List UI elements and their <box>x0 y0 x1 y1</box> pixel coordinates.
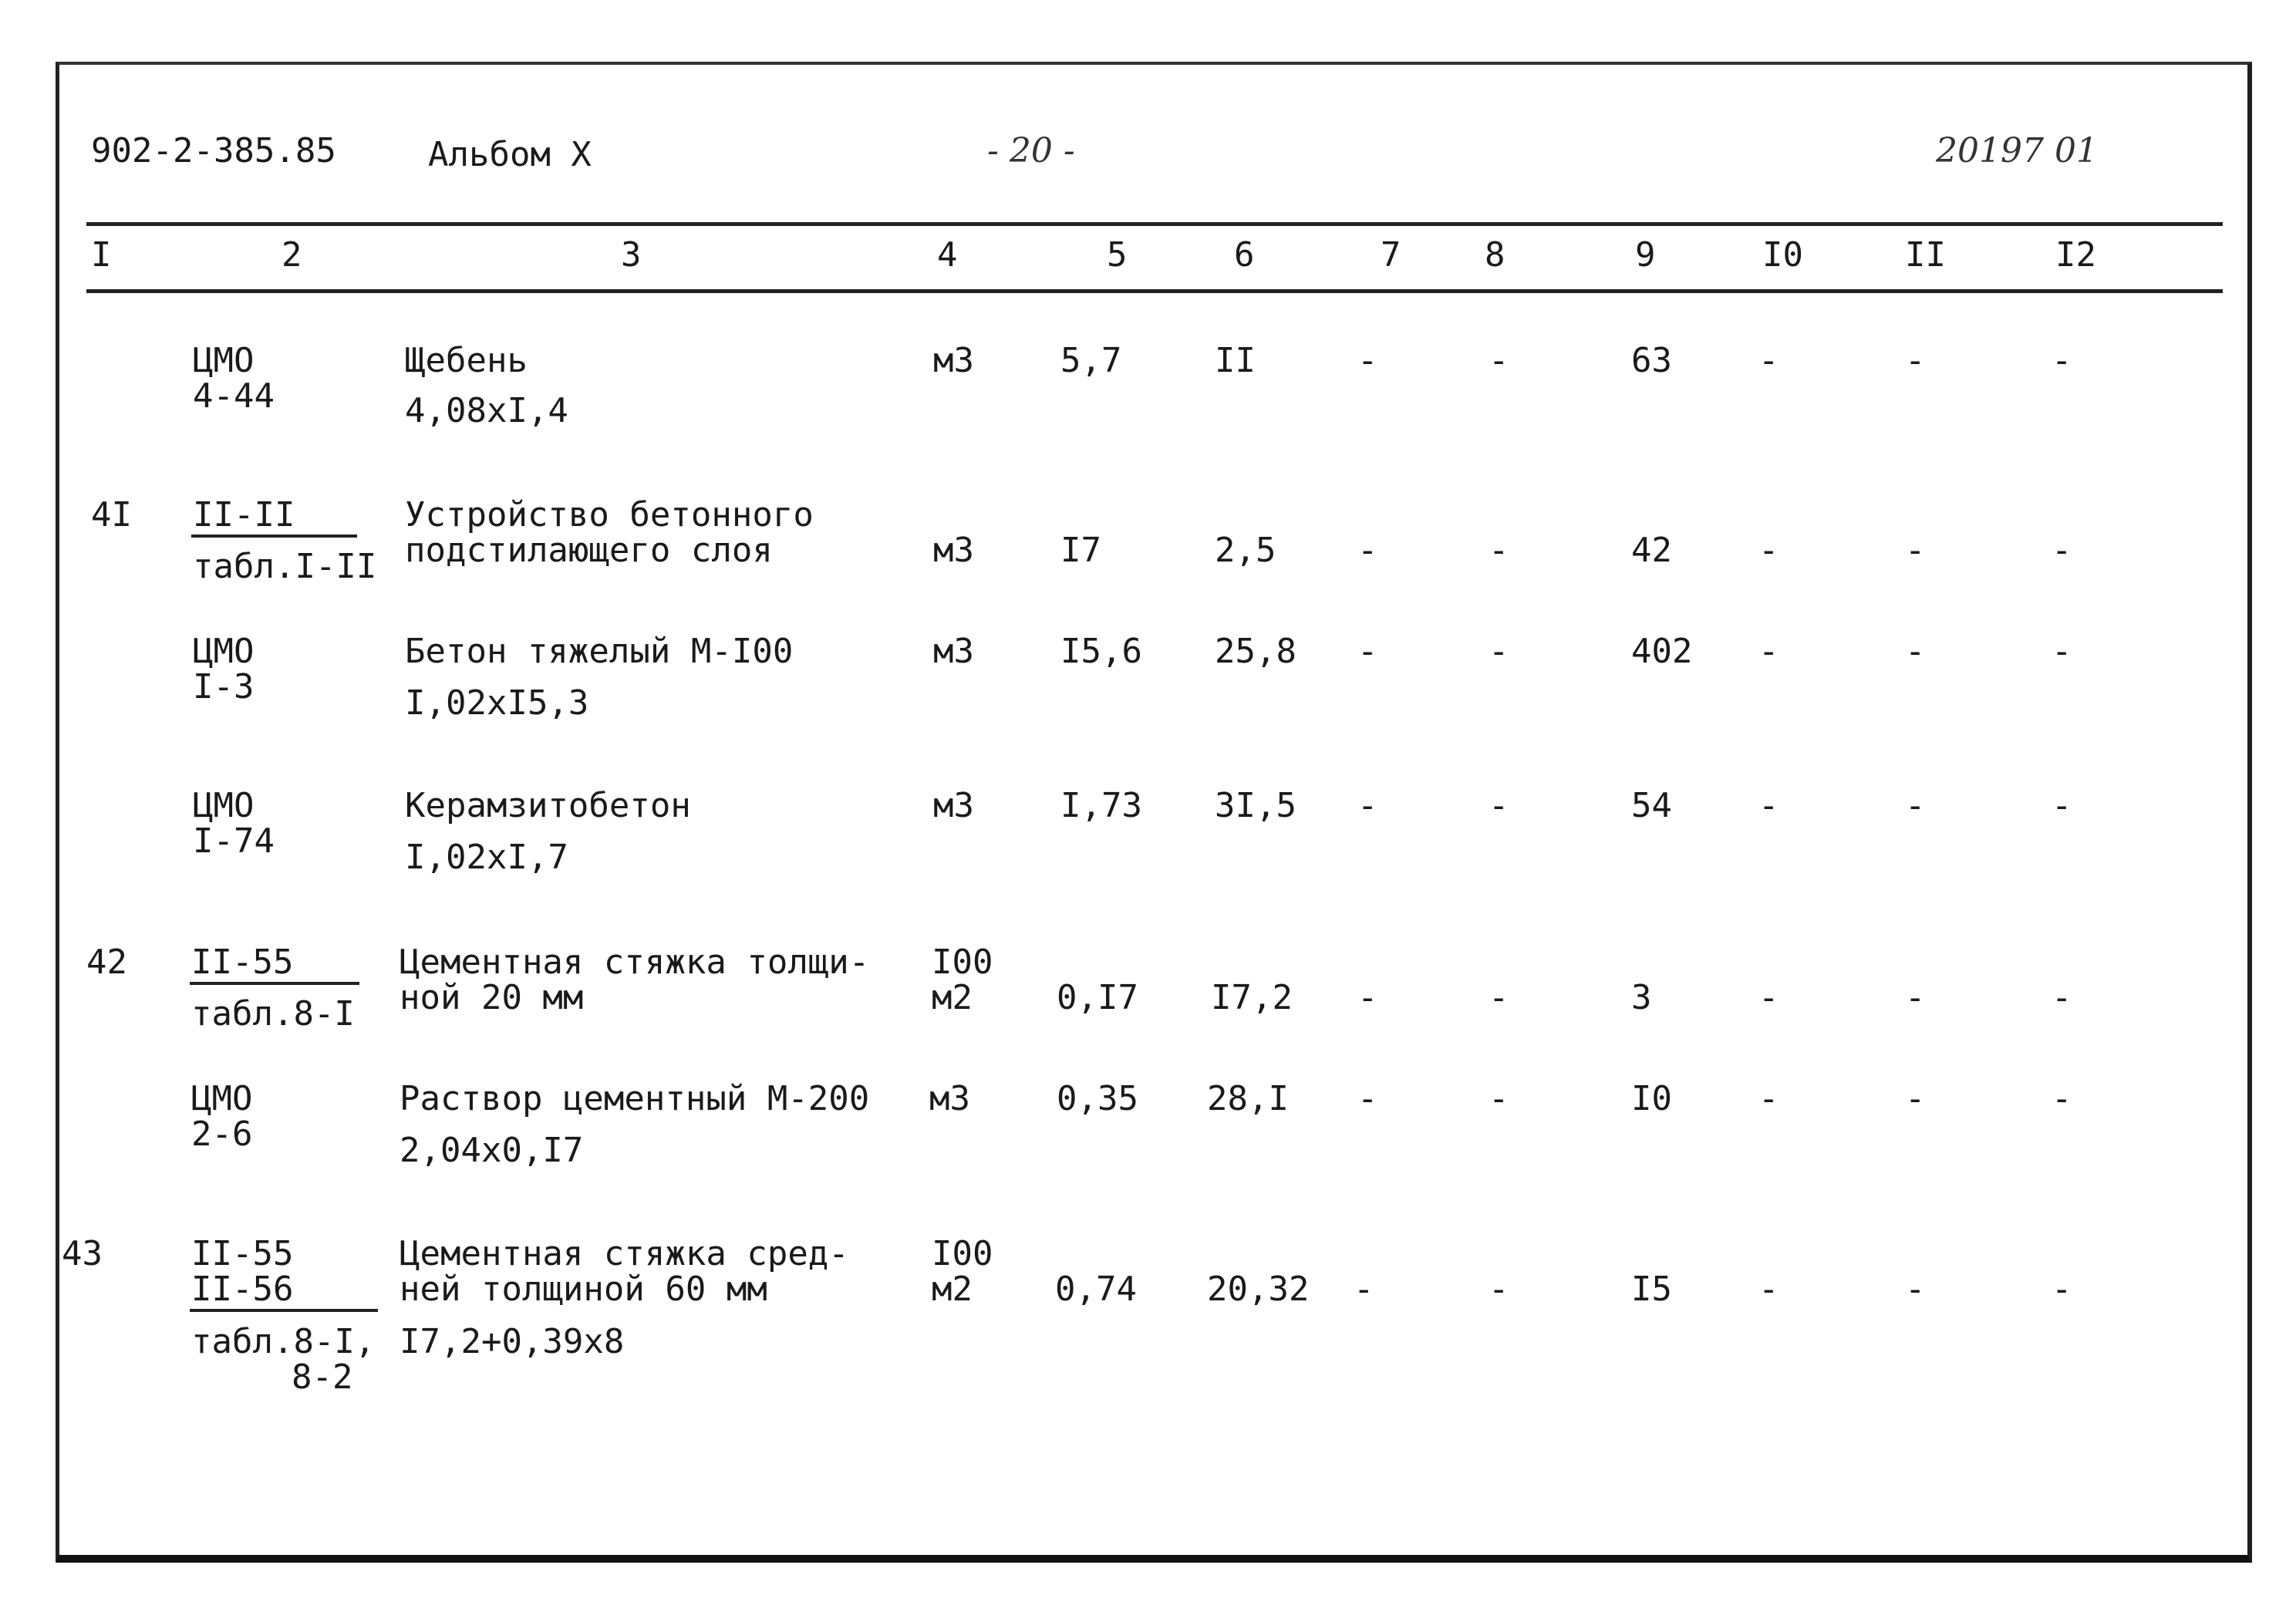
item-name: Цементная стяжка сред- <box>400 1234 849 1273</box>
item-formula: I,02xI5,3 <box>405 683 589 723</box>
col7: - <box>1357 786 1378 825</box>
col5: 0,35 <box>1057 1079 1138 1118</box>
code-numerator: II-56 <box>191 1270 294 1309</box>
col6: 2,5 <box>1215 531 1276 570</box>
col10: - <box>1758 978 1779 1017</box>
header-rule-top <box>86 222 2223 226</box>
col11: - <box>1905 341 1926 380</box>
unit: м3 <box>929 1079 970 1118</box>
col7: - <box>1357 632 1378 671</box>
code: ЦМО <box>193 341 255 380</box>
sheet-code: 20197 01 <box>1936 131 2098 170</box>
code: I-3 <box>193 667 255 707</box>
col-header: 6 <box>1234 235 1255 275</box>
col10: - <box>1758 786 1779 825</box>
col9: I5 <box>1631 1270 1672 1309</box>
item-name: Цементная стяжка толщи- <box>400 943 870 982</box>
col9: 63 <box>1631 341 1672 380</box>
col8: - <box>1489 531 1509 570</box>
item-name: Щебень <box>405 341 528 380</box>
item-formula: 4,08xI,4 <box>405 391 568 430</box>
col11: - <box>1905 531 1926 570</box>
item-name: ной 20 мм <box>400 978 584 1017</box>
unit: м3 <box>933 531 974 570</box>
col7: - <box>1354 1270 1374 1309</box>
code-denominator: табл.8-I, <box>191 1322 376 1361</box>
unit: I00 <box>932 1234 993 1273</box>
fraction-line <box>190 982 359 985</box>
code-denominator: табл.8-I <box>191 994 355 1034</box>
col10: - <box>1758 341 1779 380</box>
col10: - <box>1758 1270 1779 1309</box>
col7: - <box>1357 341 1378 380</box>
col11: - <box>1905 1079 1926 1118</box>
col6: I7,2 <box>1211 978 1293 1017</box>
col-header: 8 <box>1485 235 1505 275</box>
item-name: Устройство бетонного <box>405 495 814 535</box>
row-number: 43 <box>62 1234 103 1273</box>
col5: I,73 <box>1060 786 1142 825</box>
col8: - <box>1489 1079 1509 1118</box>
item-formula: 2,04x0,I7 <box>400 1131 584 1170</box>
col7: - <box>1357 531 1378 570</box>
code: 2-6 <box>191 1115 253 1154</box>
col10: - <box>1758 632 1779 671</box>
col-header: I <box>91 235 112 275</box>
col11: - <box>1905 978 1926 1017</box>
col12: - <box>2052 531 2072 570</box>
row-number: 4I <box>91 495 132 535</box>
col-header: I0 <box>1762 235 1803 275</box>
fraction-line <box>191 535 357 538</box>
col5: 5,7 <box>1060 341 1122 380</box>
col12: - <box>2052 786 2072 825</box>
item-name: Раствор цементный М-200 <box>400 1079 870 1118</box>
col6: 3I,5 <box>1215 786 1296 825</box>
code: ЦМО <box>193 632 255 671</box>
item-name: ней толщиной 60 мм <box>400 1270 767 1309</box>
col-header: 2 <box>282 235 302 275</box>
col9: I0 <box>1631 1079 1672 1118</box>
unit: м2 <box>932 1270 973 1309</box>
item-name: Керамзитобетон <box>405 786 691 825</box>
code: ЦМО <box>193 786 255 825</box>
col5: 0,I7 <box>1057 978 1138 1017</box>
col9: 3 <box>1631 978 1652 1017</box>
col12: - <box>2052 1270 2072 1309</box>
col6: 25,8 <box>1215 632 1296 671</box>
col6: 20,32 <box>1207 1270 1310 1309</box>
col9: 402 <box>1631 632 1693 671</box>
col9: 42 <box>1631 531 1672 570</box>
col5: 0,74 <box>1055 1270 1137 1309</box>
col8: - <box>1489 1270 1509 1309</box>
col10: - <box>1758 531 1779 570</box>
col5: I5,6 <box>1060 632 1142 671</box>
code: I-74 <box>193 821 275 861</box>
col6: II <box>1215 341 1256 380</box>
page-number: - 20 - <box>987 131 1075 170</box>
col-header: 4 <box>937 235 958 275</box>
col12: - <box>2052 978 2072 1017</box>
fraction-line <box>190 1309 378 1312</box>
col5: I7 <box>1060 531 1101 570</box>
item-formula: I7,2+0,39x8 <box>400 1322 625 1361</box>
code-numerator: II-55 <box>191 943 294 982</box>
col12: - <box>2052 632 2072 671</box>
col-header: 9 <box>1635 235 1656 275</box>
col7: - <box>1357 978 1378 1017</box>
code-numerator: II-II <box>193 495 295 535</box>
album-label: Альбом X <box>428 135 592 174</box>
col11: - <box>1905 1270 1926 1309</box>
code-denominator: табл.I-II <box>193 547 377 586</box>
col8: - <box>1489 632 1509 671</box>
unit: I00 <box>932 943 993 982</box>
row-number: 42 <box>86 943 127 982</box>
unit: м3 <box>933 786 974 825</box>
col8: - <box>1489 786 1509 825</box>
col12: - <box>2052 341 2072 380</box>
item-formula: I,02xI,7 <box>405 838 568 877</box>
unit: м3 <box>933 632 974 671</box>
code-denominator: 8-2 <box>292 1357 353 1397</box>
unit: м2 <box>932 978 973 1017</box>
col-header: II <box>1905 235 1946 275</box>
unit: м3 <box>933 341 974 380</box>
item-name: подстилающего слоя <box>405 531 773 570</box>
code: 4-44 <box>193 376 275 416</box>
code-numerator: II-55 <box>191 1234 294 1273</box>
col11: - <box>1905 786 1926 825</box>
col10: - <box>1758 1079 1779 1118</box>
col-header: 5 <box>1107 235 1128 275</box>
col-header: I2 <box>2055 235 2096 275</box>
col-header: 7 <box>1381 235 1401 275</box>
col12: - <box>2052 1079 2072 1118</box>
col9: 54 <box>1631 786 1672 825</box>
doc-code: 902-2-385.85 <box>91 131 336 170</box>
col7: - <box>1357 1079 1378 1118</box>
col8: - <box>1489 341 1509 380</box>
col11: - <box>1905 632 1926 671</box>
header-rule-bottom <box>86 289 2223 293</box>
col8: - <box>1489 978 1509 1017</box>
code: ЦМО <box>191 1079 253 1118</box>
col-header: 3 <box>621 235 642 275</box>
col6: 28,I <box>1207 1079 1289 1118</box>
item-name: Бетон тяжелый М-I00 <box>405 632 794 671</box>
